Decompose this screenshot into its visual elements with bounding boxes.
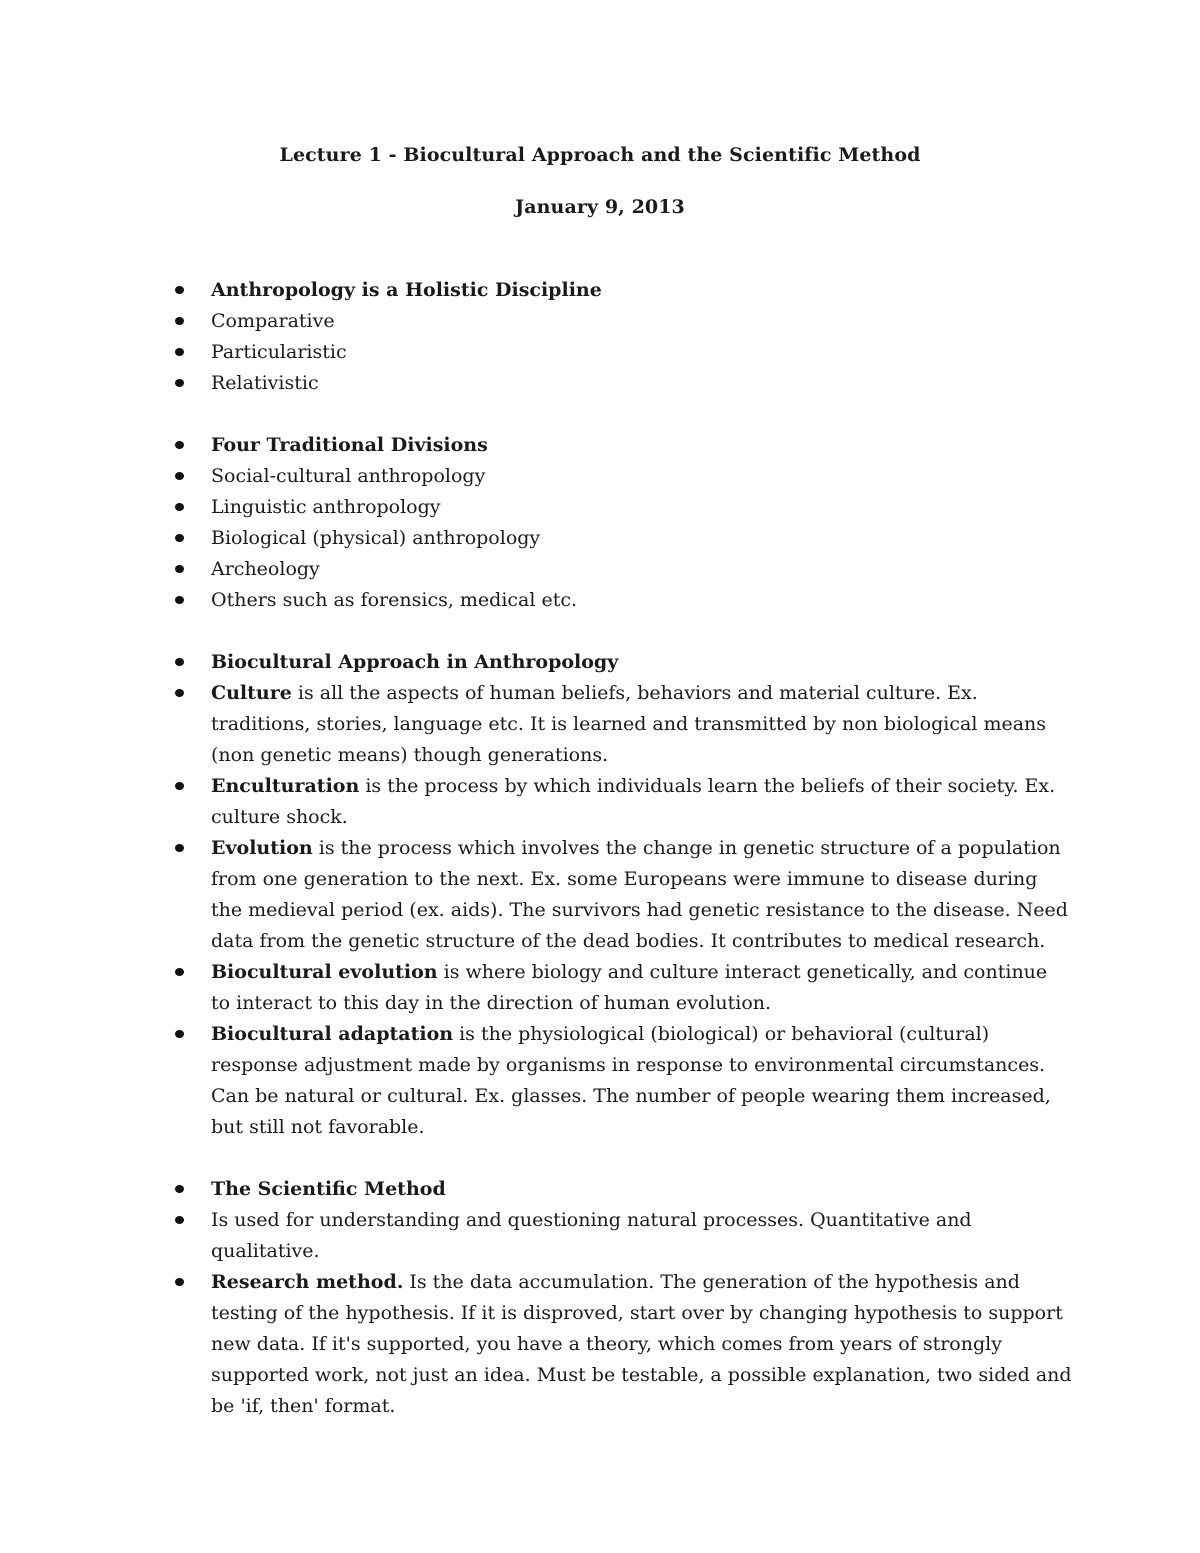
bullet-item <box>172 678 1072 771</box>
bullet-item <box>172 306 1072 337</box>
bullet-text: Biological (physical) anthropology <box>211 527 541 549</box>
bullet-icon <box>175 472 184 480</box>
bullet-term: Biocultural Approach in Anthropology <box>211 651 619 673</box>
bullet-section <box>172 430 1072 616</box>
bullet-icon <box>175 1216 184 1224</box>
bullet-item <box>172 1205 1072 1267</box>
bullet-icon <box>175 658 184 666</box>
bullet-item <box>172 957 1072 1019</box>
bullet-term: Evolution <box>211 837 313 859</box>
bullet-item <box>172 275 1072 306</box>
bullet-item <box>172 554 1072 585</box>
bullet-section <box>172 275 1072 399</box>
bullet-text: is the process which involves the change in genetic structure of a population from one generation to the next. Ex. some Europeans were immune to disease during the medieval period (ex. aids). The survivors had genetic resistance to the disease. Need data from the genetic structure of the dead bodies. It contributes to medical research. <box>211 837 1074 952</box>
bullet-text: is the process by which individuals learn the beliefs of their society. Ex. culture shock. <box>211 775 1062 828</box>
bullet-icon <box>175 968 184 976</box>
bullet-item <box>172 368 1072 399</box>
bullet-text: is the physiological (biological) or behavioral (cultural) response adjustment made by organisms in response to environmental circumstances. Can be natural or cultural. Ex. glasses. The number of people wearing them increased, but still not favorable. <box>211 1023 1057 1138</box>
bullet-icon <box>175 596 184 604</box>
bullet-text: Particularistic <box>211 341 347 363</box>
bullet-section <box>172 647 1072 1143</box>
bullet-text: Comparative <box>211 310 335 332</box>
bullet-icon <box>175 379 184 387</box>
bullet-icon <box>175 534 184 542</box>
bullet-item <box>172 461 1072 492</box>
bullet-item <box>172 585 1072 616</box>
bullet-item <box>172 337 1072 368</box>
bullet-text: Is used for understanding and questioning natural processes. Quantitative and qualitative. <box>211 1209 978 1262</box>
bullet-item <box>172 492 1072 523</box>
bullet-item <box>172 1174 1072 1205</box>
bullet-term: The Scientific Method <box>211 1178 446 1200</box>
bullet-term: Culture <box>211 682 292 704</box>
bullet-text: Relativistic <box>211 372 319 394</box>
bullet-text: Others such as forensics, medical etc. <box>211 589 578 611</box>
bullet-icon <box>175 689 184 697</box>
bullet-icon <box>175 348 184 356</box>
bullet-icon <box>175 844 184 852</box>
bullet-section <box>172 1174 1078 1422</box>
bullet-item <box>172 1019 1072 1143</box>
bullet-icon <box>175 286 184 294</box>
bullet-term: Biocultural evolution <box>211 961 438 983</box>
bullet-icon <box>175 503 184 511</box>
document-date: January 9, 2013 <box>515 196 685 218</box>
bullet-item <box>172 430 1072 461</box>
bullet-term: Enculturation <box>211 775 360 797</box>
bullet-icon <box>175 317 184 325</box>
bullet-icon <box>175 565 184 573</box>
bullet-text: Is the data accumulation. The generation of the hypothesis and testing of the hypothesis. If it is disproved, start over by changing hypothesis to support new data. If it's supported, you have a theory, which comes from years of strongly supported work, not just an idea. Must be testable, a possible explanation, two sided and be 'if, then' format. <box>211 1271 1078 1417</box>
bullet-item <box>172 1267 1078 1422</box>
bullet-icon <box>175 441 184 449</box>
bullet-text: is all the aspects of human beliefs, behaviors and material culture. Ex. traditions, stories, language etc. It is learned and transmitted by non biological means (non genetic means) though generations. <box>211 682 1053 766</box>
bullet-term: Biocultural adaptation <box>211 1023 454 1045</box>
bullet-term: Four Traditional Divisions <box>211 434 488 456</box>
bullet-item <box>172 833 1072 957</box>
bullet-icon <box>175 1030 184 1038</box>
bullet-text: Archeology <box>211 558 320 580</box>
bullet-text: Linguistic anthropology <box>211 496 441 518</box>
bullet-text: Social-cultural anthropology <box>211 465 486 487</box>
bullet-sections <box>172 275 1078 1453</box>
bullet-item <box>172 647 1072 678</box>
bullet-item <box>172 523 1072 554</box>
bullet-icon <box>175 1185 184 1193</box>
bullet-term: Research method. <box>211 1271 404 1293</box>
bullet-icon <box>175 1278 184 1286</box>
bullet-term: Anthropology is a Holistic Discipline <box>211 279 602 301</box>
bullet-text: is where biology and culture interact genetically, and continue to interact to this day in the direction of human evolution. <box>211 961 1054 1014</box>
document-title: Lecture 1 - Biocultural Approach and the Scientific Method <box>279 144 921 166</box>
bullet-item <box>172 771 1072 833</box>
bullet-icon <box>175 782 184 790</box>
